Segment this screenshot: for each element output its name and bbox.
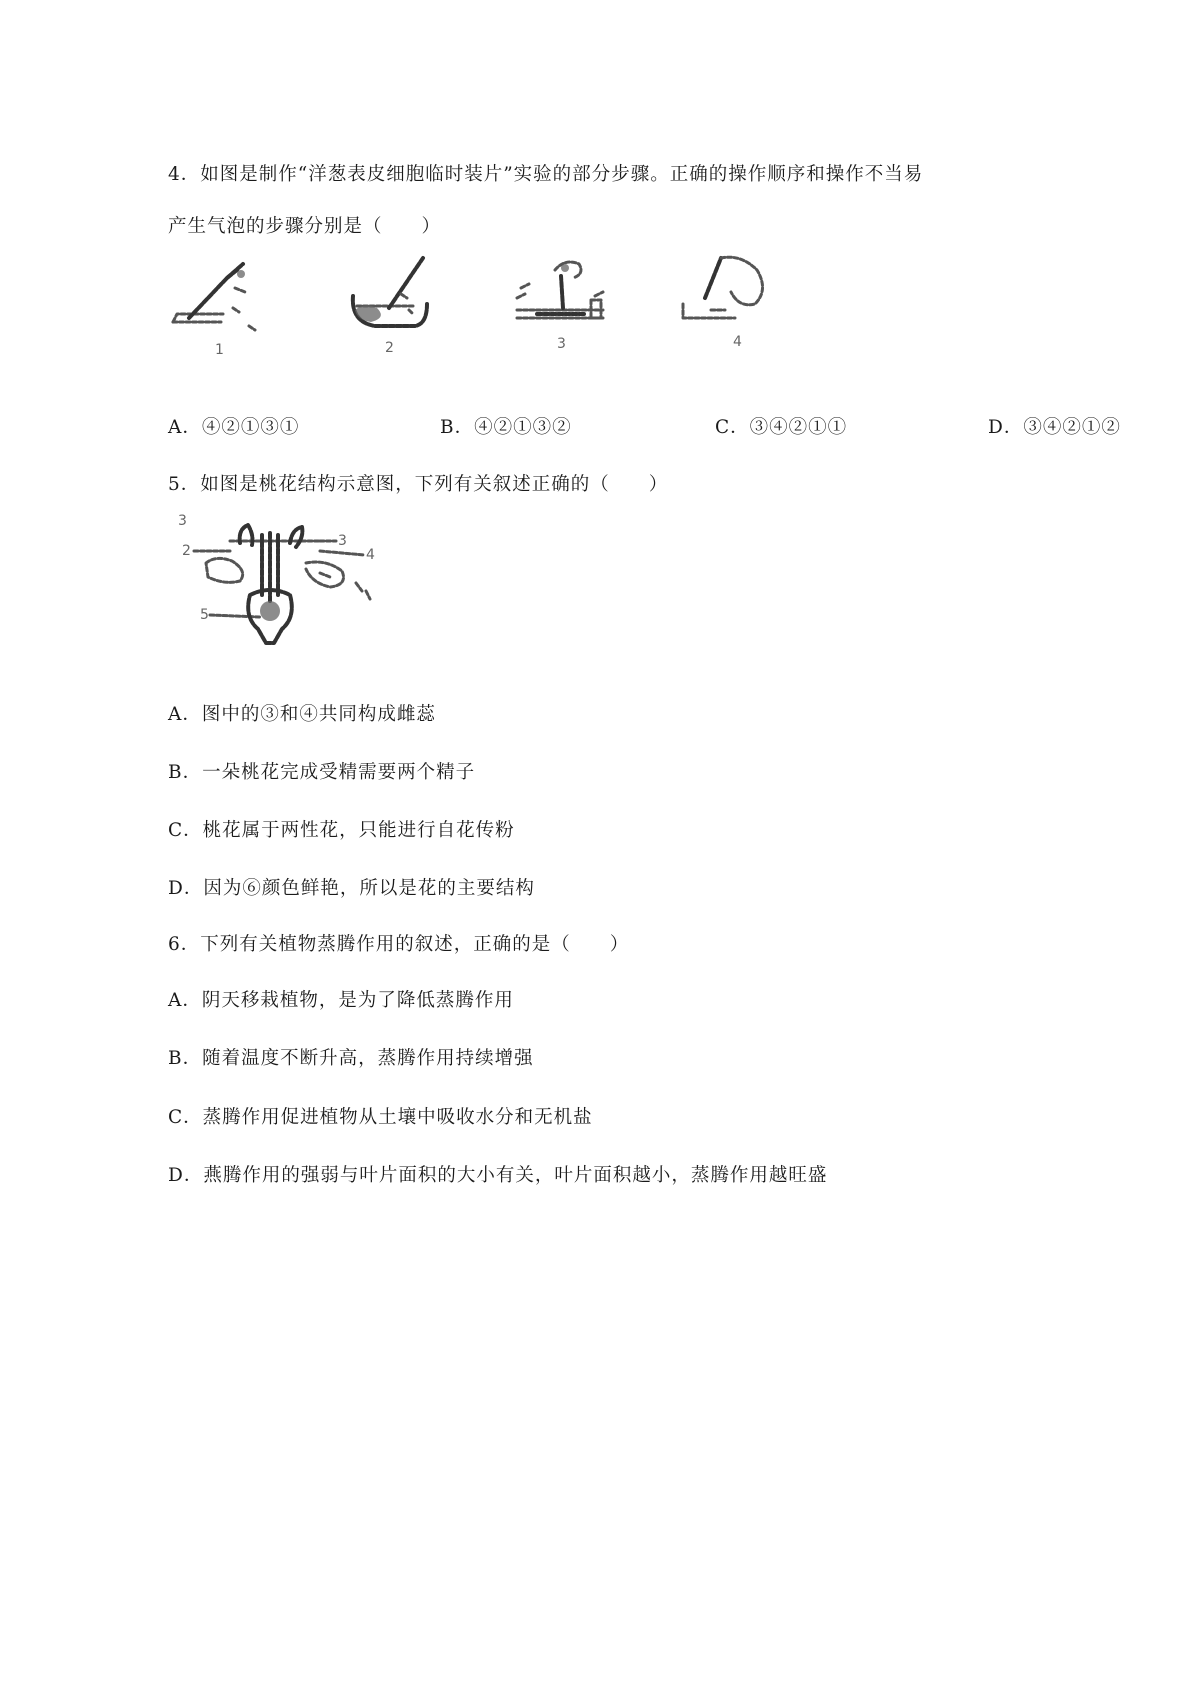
question-4-option-d: D．③④②①② xyxy=(988,417,1121,438)
question-6-option-b: B．随着温度不断升高，蒸腾作用持续增强 xyxy=(168,1048,534,1069)
question-5-option-d: D．因为⑥颜色鲜艳，所以是花的主要结构 xyxy=(168,878,535,899)
question-4-option-b: B．④②①③② xyxy=(440,417,572,438)
step-1-label: 1 xyxy=(215,342,224,358)
step-3-label: 3 xyxy=(557,336,566,352)
question-6-option-a: A．阴天移栽植物，是为了降低蒸腾作用 xyxy=(168,990,514,1011)
flower-label-4: 4 xyxy=(366,547,375,563)
question-6-option-d: D．燕腾作用的强弱与叶片面积的大小有关，叶片面积越小，蒸腾作用越旺盛 xyxy=(168,1165,828,1186)
flower-label-3-top: 3 xyxy=(178,513,187,529)
step-2-illustration xyxy=(353,258,427,356)
question-4-figure xyxy=(165,248,785,363)
question-4-stem-line-1: 4．如图是制作“洋葱表皮细胞临时装片”实验的部分步骤。正确的操作顺序和操作不当易 xyxy=(168,164,924,185)
flower-label-2: 2 xyxy=(182,543,191,559)
question-5-stem: 5．如图是桃花结构示意图，下列有关叙述正确的（ ） xyxy=(168,474,669,495)
question-5-option-a: A．图中的③和④共同构成雌蕊 xyxy=(168,704,436,725)
step-3-illustration xyxy=(517,262,603,352)
question-6-stem: 6．下列有关植物蒸腾作用的叙述，正确的是（ ） xyxy=(168,934,630,955)
question-4-option-c: C．③④②①① xyxy=(715,417,848,438)
step-4-label: 4 xyxy=(733,334,742,350)
step-2-label: 2 xyxy=(385,340,394,356)
step-1-illustration xyxy=(173,264,255,358)
question-6-option-c: C．蒸腾作用促进植物从土壤中吸收水分和无机盐 xyxy=(168,1107,593,1128)
flower-label-5: 5 xyxy=(200,607,209,623)
flower-label-3: 3 xyxy=(338,533,347,549)
question-4-option-a: A．④②①③① xyxy=(168,417,300,438)
question-5-option-c: C．桃花属于两性花，只能进行自花传粉 xyxy=(168,820,515,841)
step-4-illustration xyxy=(683,257,763,350)
question-4-stem-line-2: 产生气泡的步骤分别是（ ） xyxy=(168,216,442,237)
question-5-peach-flower-figure xyxy=(170,505,390,650)
question-5-option-b: B．一朵桃花完成受精需要两个精子 xyxy=(168,762,476,783)
